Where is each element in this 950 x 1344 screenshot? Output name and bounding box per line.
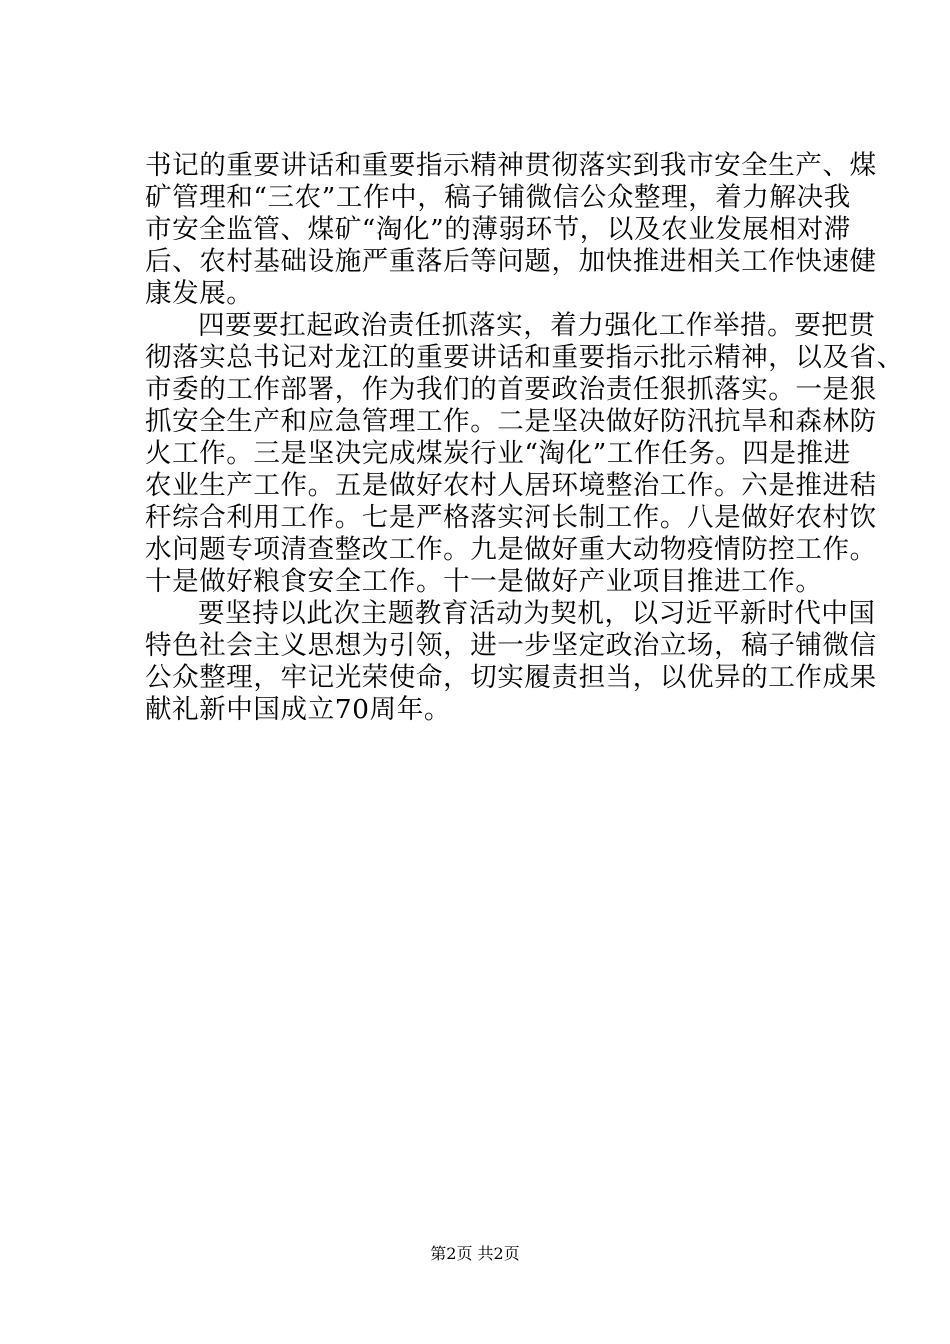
text-line: 市安全监管、煤矿“淘化”的薄弱环节，以及农业发展相对滞 — [145, 214, 851, 245]
text-line: 十是做好粮食安全工作。十一是做好产业项目推进工作。 — [145, 566, 823, 597]
paragraph — [145, 150, 877, 310]
page-number-footer: 第2页 共2页 — [430, 1244, 520, 1263]
text-line: 献礼新中国成立70周年。 — [145, 694, 451, 725]
paragraph — [145, 598, 877, 726]
text-line: 农业生产工作。五是做好农村人居环境整治工作。六是推进秸 — [145, 470, 877, 501]
text-line: 抓安全生产和应急管理工作。二是坚决做好防汛抗旱和森林防 — [145, 406, 877, 437]
text-line: 后、农村基础设施严重落后等问题，加快推进相关工作快速健 — [145, 246, 877, 277]
text-line: 矿管理和“三农”工作中，稿子铺微信公众整理，着力解决我 — [145, 182, 851, 213]
text-line: 四要要扛起政治责任抓落实，着力强化工作举措。要把贯 — [198, 310, 876, 341]
text-line: 火工作。三是坚决完成煤炭行业“淘化”工作任务。四是推进 — [145, 438, 851, 469]
text-line: 康发展。 — [145, 278, 254, 309]
text-line: 秆综合利用工作。七是严格落实河长制工作。八是做好农村饮 — [145, 502, 877, 533]
text-line: 要坚持以此次主题教育活动为契机，以习近平新时代中国 — [198, 598, 876, 629]
text-line: 公众整理，牢记光荣使命，切实履责担当，以优异的工作成果 — [145, 662, 877, 693]
text-line: 市委的工作部署，作为我们的首要政治责任狠抓落实。一是狠 — [145, 374, 877, 405]
text-line: 特色社会主义思想为引领，进一步坚定政治立场，稿子铺微信 — [145, 630, 877, 661]
paragraph — [145, 310, 904, 598]
text-line: 水问题专项清查整改工作。九是做好重大动物疫情防控工作。 — [145, 534, 877, 565]
text-line: 彻落实总书记对龙江的重要讲话和重要指示批示精神，以及省、 — [145, 342, 904, 373]
text-line: 书记的重要讲话和重要指示精神贯彻落实到我市安全生产、煤 — [145, 150, 877, 181]
document-body — [145, 150, 904, 726]
